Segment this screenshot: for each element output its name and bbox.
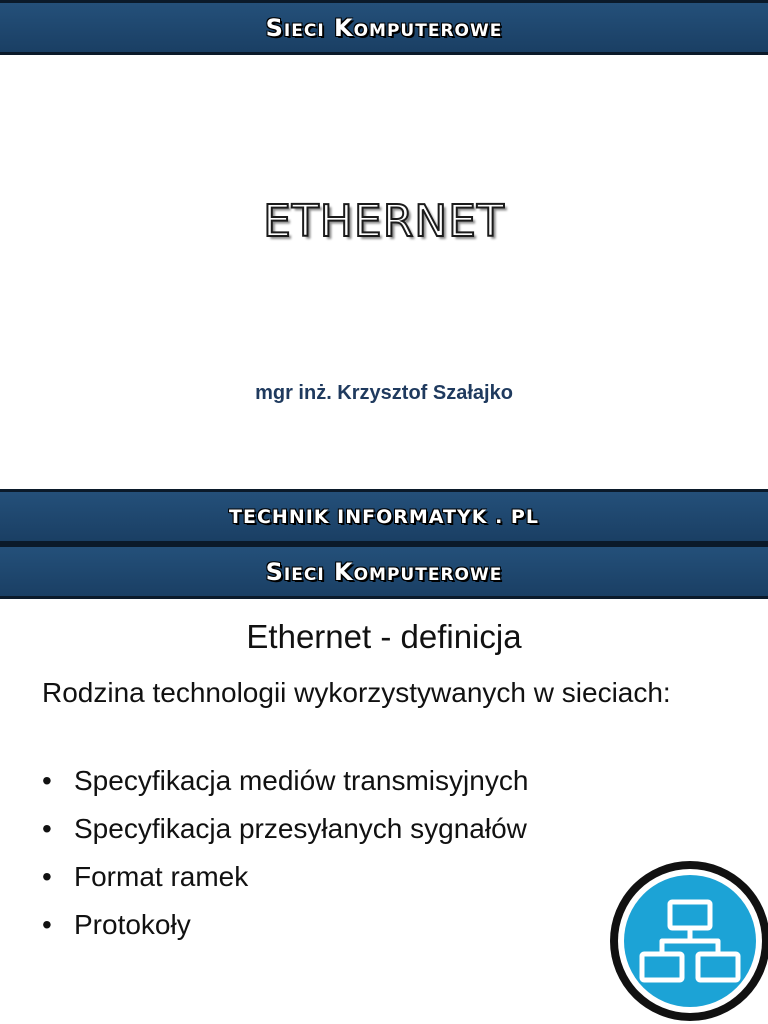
bullet-item [42,808,682,856]
banner-title: Sieci Komputerowe [265,557,503,586]
bullet-list [42,760,682,952]
bullet-icon: • [42,909,52,940]
footer-site-name: TECHNIK INFORMATYK . PL [229,505,539,528]
slide-title: ETHERNET [263,196,505,247]
bullet-text: Protokoły [74,909,191,940]
network-diagram-icon [607,858,768,1024]
bullet-icon: • [42,861,52,892]
bullet-text: Specyfikacja przesyłanych sygnałów [74,813,527,844]
bullet-item [42,856,682,904]
bullet-text: Format ramek [74,861,249,892]
slide-heading: Ethernet - definicja [246,618,522,655]
top-banner [0,0,768,55]
bullet-text: Specyfikacja mediów transmisyjnych [74,765,529,796]
bullet-icon: • [42,813,52,844]
footer-banner [0,489,768,544]
bullet-item [42,904,682,952]
intro-text: Rodzina technologii wykorzystywanych w sieciach: [42,677,671,708]
banner-title: Sieci Komputerowe [265,13,503,42]
bullet-icon: • [42,765,52,796]
author-name: mgr inż. Krzysztof Szałajko [255,382,513,404]
bullet-item [42,760,682,808]
second-slide-banner [0,544,768,599]
